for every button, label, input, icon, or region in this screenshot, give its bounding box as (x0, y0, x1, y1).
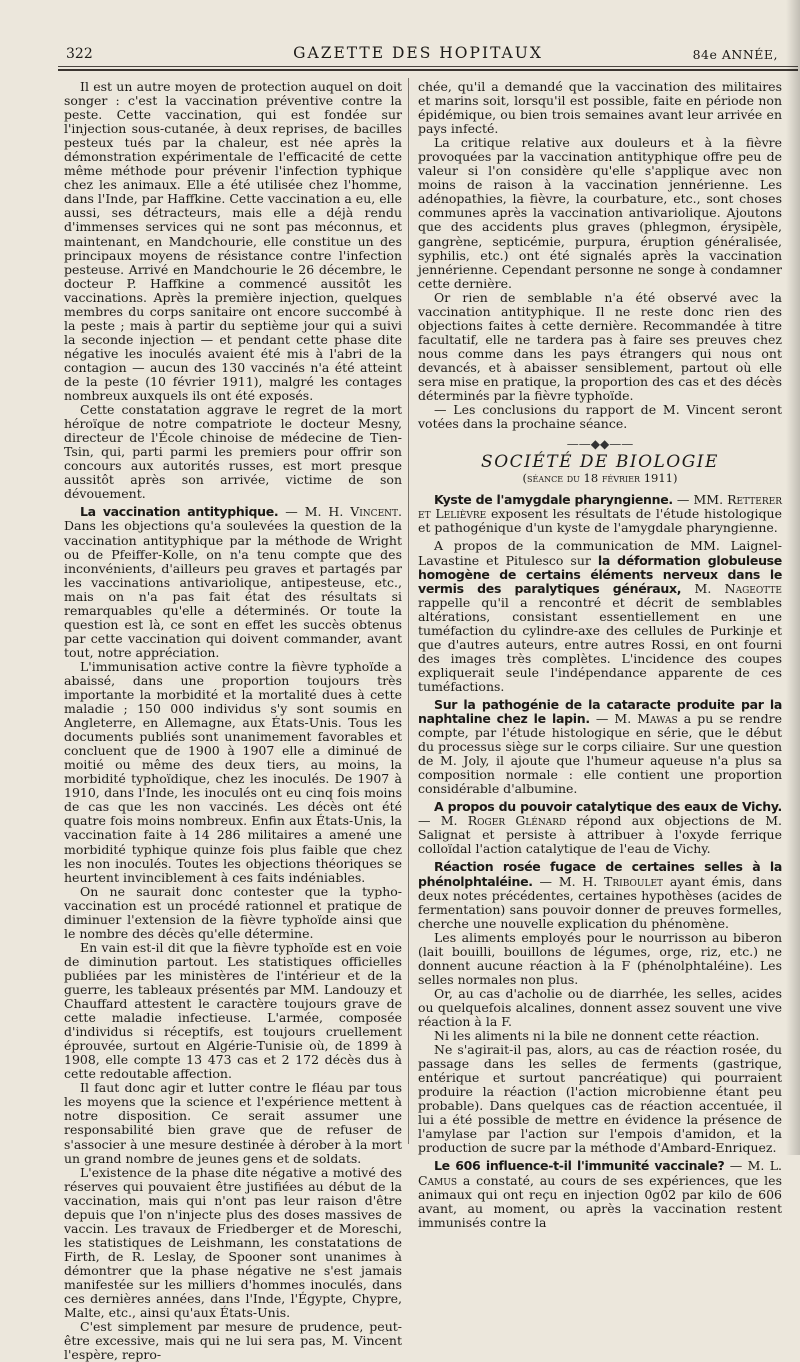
paragraph: — Les conclusions du rapport de M. Vincent seront votées dans la prochaine séance. (418, 402, 782, 432)
scan-shadow-edge (786, 0, 800, 1155)
author-name: M. Roger Glénard (440, 813, 567, 829)
section-heading: Réaction rosée fugace de certaines selles à la phénolphtaléine. (418, 859, 782, 889)
paragraph-reaction-rosee: Réaction rosée fugace de certaines selles à la phénolphtaléine. — M. H. Triboulet ayant émis, dans deux notes précédentes, certaines hypothèses (acides de fermentation) sans pouvoir donner de preuves formelles, cherche une nouvelle explication du phénomène. (418, 859, 783, 931)
author-name: M. Mawas (614, 711, 678, 727)
paragraph-text: a constaté, au cours de ses expériences, que les animaux qui ont reçu en injection 0g02 par kilo de 606 avant, au moment, ou après la vaccination restent immunisés contre la (418, 1172, 782, 1230)
ornament-divider: ——◆◆—— (566, 437, 634, 452)
paragraph: L'existence de la phase dite négative a motivé des réserves qui pouvaient être justifiées au début de la vaccination, mais qui n'ont pas leur raison d'être depuis que l'on n'injecte plus des doses massives de vaccin. Les travaux de Friedberger et de Moreschi, les statistiques de Leishmann, les constatations de Firth, de R. Leslay, de Spooner sont unanimes à démontrer que la phase négative ne s'est jamais manifestée sur les milliers d'hommes inoculés, dans ces dernières années, dans l'Inde, l'Égypte, Chypre, Malte, etc., ainsi qu'aux États-Unis. (64, 1164, 402, 1321)
section-heading: Sur la pathogénie de la cataracte produite par la naphtaline chez le lapin. (418, 696, 782, 727)
page-number: 322 (66, 46, 93, 62)
section-heading: Kyste de l'amygdale pharyngienne. (434, 492, 673, 508)
section-heading: Le 606 influence-t-il l'immunité vaccinale? (434, 1158, 725, 1174)
column-divider (408, 78, 409, 1144)
volume-year: 84e ANNÉE, (692, 47, 778, 62)
paragraph: On ne saurait donc contester que la typho-vaccination est un procédé rationnel et pratique de diminuer l'extension de la fièvre typhoïde ainsi que le nombre des décès qu'elle détermine. (64, 883, 402, 941)
paragraph: En vain est-il dit que la fièvre typhoïde est en voie de diminution partout. Les statistiques officielles publiées par les ministères de l'intérieur et de la guerre, les tableaux présentés par MM. Landouzy et Chauffard attestent le caractère toujours grave de cette maladie infectieuse. L'armée, composée d'individus si réceptifs, est toujours cruellement éprouvée, surtout en Algérie-Tunisie où, de 1899 à 1908, elle compte 13 473 cas et 2 172 décès dus à cette redoutable affection. (64, 939, 402, 1082)
paragraph: Ne s'agirait-il pas, alors, au cas de réaction rosée, du passage dans les selles de ferments (gastrique, entérique et surtout pancréatique) qui pourraient produire la réaction (l'action microbienne étant peu probable). Dans quelques cas de réaction accentuée, il lui a été possible de mettre en évidence la présence de l'amylase par l'action sur l'empois d'amidon, et la production de sucre par la méthode d'Ambard-Enriquez. (418, 1042, 782, 1156)
paragraph-text: exposent les résultats de l'étude histologique et pathogénique d'un kyste de l'amygdale pharyngienne. (418, 506, 782, 536)
author-name: M. L. Camus (418, 1158, 782, 1188)
left-column (64, 80, 402, 1362)
paragraph: Cette constatation aggrave le regret de la mort héroïque de notre compatriote le docteur Mesny, directeur de l'École chinoise de médecine de Tien-Tsin, qui, parti parmi les premiers pour offrir son concours aux autorités russes, est mort presque aussitôt après son arrivée, victime de son dévouement. (64, 402, 402, 502)
paragraph-text: A propos de la communication de MM. Laignel-Lavastine et Pitulesco sur (418, 538, 782, 568)
section-subtitle: (séance du 18 février 1911) (522, 471, 678, 486)
paragraph-cataracte: Sur la pathogénie de la cataracte produite par la naphtaline chez le lapin. — M. Mawas a pu se rendre compte, par l'étude histologique en série, que le début du processus siège sur le corps ciliaire. Sur une question de M. Joly, il ajoute que l'humeur aqueuse n'a plus sa composition normale : elle contient une proportion considérable d'albumine. (418, 696, 782, 797)
paragraph-606: Le 606 influence-t-il l'immunité vaccinale? — M. L. Camus a constaté, au cours de ses expériences, que les animaux qui ont reçu en injection 0g02 par kilo de 606 avant, au moment, ou après la vaccination restent immunisés contre la (418, 1158, 782, 1230)
paragraph-text: répond aux objections de M. Salignat et persiste à attribuer à l'oxyde ferrique colloïdal l'action catalytique de l'eau de Vichy. (418, 813, 782, 857)
paragraph-vaccination-antityphique: La vaccination antityphique. — M. H. Vincent. Dans les objections qu'a soulevées la question de la vaccination antityphique par la méthode de Wright ou de Pfeiffer-Kolle, on n'a tenu compte que des inconvénients, d'ailleurs peu graves et partagés par les vaccinations antivariolique, antipesteuse, etc., mais on n'a pas fait état des résultats si remarquables qu'elle a déterminés. Or toute la question est là, ce sont en effet les succès obtenus par cette vaccination qui doivent commander, avant tout, notre appréciation. (64, 504, 402, 660)
header-rule-thin (58, 66, 798, 67)
paragraph-text: rappelle qu'il a rencontré et décrit de semblables altérations, consistant essentiellement en une tuméfaction du cylindre-axe des cellules de Purkinje et que d'autres auteurs, entre autres Rossi, en ont fourni des images très complètes. L'incidence des coupes expliquerait seule l'indépendance apparente de ces tuméfactions. (418, 594, 782, 694)
paragraph: Ni les aliments ni la bile ne donnent cette réaction. (434, 1028, 760, 1044)
paragraph: Or rien de semblable n'a été observé avec la vaccination antityphique. Il ne reste donc rien des objections faites à cette dernière. Recommandée à titre facultatif, elle ne tardera pas à faire ses preuves chez nous comme dans les pays étrangers qui nous ont devancés, et à abaisser sensiblement, partout où elle sera mise en pratique, la proportion des cas et des décès déterminés par la fièvre typhoïde. (418, 289, 782, 404)
paragraph-text: ayant émis, dans deux notes précédentes, certaines hypothèses (acides de fermentation) sans pouvoir donner de preuves formelles, cherche une nouvelle explication du phénomène. (418, 873, 783, 931)
paragraph: Il faut donc agir et lutter contre le fléau par tous les moyens que la science et l'expérience mettent à notre disposition. Ce serait assumer une responsabilité bien grave que de refuser de s'associer à une mesure destinée à dérober à la mort un grand nombre de jeunes gens et de soldats. (64, 1080, 402, 1166)
paragraph: L'immunisation active contre la fièvre typhoïde a abaissé, dans une proportion toujours très importante la morbidité et la mortalité dues à cette maladie ; 150 000 individus s'y sont soumis en Angleterre, en Allemagne, aux États-Unis. Tous les documents publiés sont unanimement favorables et concluent que de 1900 à 1907 elle a diminué de moitié ou même des deux tiers, au moins, la morbidité typhoïdique, chez les inoculés. De 1907 à 1910, dans l'Inde, les inoculés ont eu cinq fois moins de cas que les non vaccinés. Les décès ont été quatre fois moins nombreux. Enfin aux États-Unis, la vaccination faite à 14 286 militaires a amené une morbidité typhique quinze fois plus faible que chez les non inoculés. Toutes les objections théoriques se heurtent invinciblement à ces faits indéniables. (64, 658, 402, 885)
paragraph-text: a pu se rendre compte, par l'étude histologique en série, que le début du processus siège sur le corps ciliaire. Sur une question de M. Joly, il ajoute que l'humeur aqueuse n'a plus sa composition normale : elle contient une proportion considérable d'albumine. (418, 711, 782, 797)
section-title: SOCIÉTÉ DE BIOLOGIE (481, 452, 719, 473)
paragraph: Il est un autre moyen de protection auquel on doit songer : c'est la vaccination préventive contre la peste. Cette vaccination, qui est fondée sur l'injection sous-cutanée, à deux reprises, de bacilles pesteux tués par la chaleur, est née après la démonstration expérimentale de l'efficacité de cette même méthode pour prévenir l'infection typhique chez les animaux. Elle a été utilisée chez l'homme, dans l'Inde, par Haffkine. Cette vaccination a eu, elle aussi, ses détracteurs, mais elle a déjà rendu d'immenses services qui ne sont pas méconnus, et maintenant, en Mandchourie, elle constitue un des principaux moyens de résistance contre l'infection pesteuse. Arrivé en Mandchourie le 26 décembre, le docteur P. Haffkine a commencé aussitôt les vaccinations. Après la première injection, quelques membres du corps sanitaire ont encore succombé à la peste ; mais à partir du septième jour qui a suivi la seconde injection — et pendant cette phase dite négative les inoculés avaient été mis à l'abri de la contagion — aucun des 130 vaccinés n'a été atteint de la peste (10 février 1911), malgré les contages nombreux auxquels ils ont été exposés. (64, 79, 402, 404)
paragraph-vichy: A propos du pouvoir catalytique des eaux de Vichy. — M. Roger Glénard répond aux objections de M. Salignat et persiste à attribuer à l'oxyde ferrique colloïdal l'action catalytique de l'eau de Vichy. (418, 799, 782, 857)
paragraph-text: Dans les objections qu'a soulevées la question de la vaccination antityphique par la méthode de Wright ou de Pfeiffer-Kolle, on n'a tenu compte que des inconvénients, d'ailleurs peu graves et partagés par les vaccinations antivariolique, antipesteuse, etc., mais on n'a pas fait état des résultats si remarquables qu'elle a déterminés. Or toute la question est là, ce sont en effet les succès obtenus par cette vaccination qui doivent commander, avant tout, notre appréciation. (64, 518, 402, 660)
page-header (58, 40, 778, 66)
paragraph: C'est simplement par mesure de prudence, peut-être excessive, mais qui ne lui sera pas, M. Vincent l'espère, repro- (64, 1319, 402, 1362)
section-heading: A propos du pouvoir catalytique des eaux de Vichy. (434, 799, 782, 815)
journal-title: GAZETTE DES HOPITAUX (293, 44, 543, 62)
author-name: M. H. Triboulet (558, 873, 664, 889)
header-rule-thick (58, 69, 798, 71)
paragraph: chée, qu'il a demandé que la vaccination des militaires et marins soit, lorsqu'il est possible, faite en période non épidémique, ou bien trois semaines avant leur arrivée en pays infecté. (418, 79, 782, 137)
author-name: M. Nageotte (694, 580, 782, 596)
paragraph: La critique relative aux douleurs et à la fièvre provoquées par la vaccination antityphique offre peu de valeur si l'on considère qu'elle s'applique avec non moins de raison à la vaccination jennérienne. Les adénopathies, la fièvre, la courbature, etc., sont choses communes après la vaccination antivariolique. Ajoutons que des accidents plus graves (phlegmon, érysipèle, gangrène, septicémie, purpura, éruption généralisée, syphilis, etc.) ont été signalés après la vaccination jennérienne. Cependant personne ne songe à condamner cette dernière. (418, 135, 782, 291)
paragraph-kyste: Kyste de l'amygdale pharyngienne. — MM. Retterer et Lelièvre exposent les résultats de l'étude histologique et pathogénique d'un kyste de l'amygdale pharyngienne. (418, 492, 782, 536)
paragraph-deformation (418, 539, 782, 694)
author-name: MM. Retterer et Lelièvre (418, 492, 782, 522)
author-name: M. H. Vincent. (304, 504, 402, 520)
paragraph: Or, au cas d'acholie ou de diarrhée, les selles, acides ou quelquefois alcalines, donnent assez souvent une vive réaction à la F. (418, 985, 782, 1029)
section-heading: La vaccination antityphique. (80, 504, 279, 520)
paragraph: Les aliments employés pour le nourrisson au biberon (lait bouilli, bouillons de légumes, orge, riz, etc.) ne donnent aucune réaction à la F (phénolphtaléine). Les selles normales non plus. (418, 929, 782, 987)
right-column (418, 80, 782, 1230)
section-heading: la déformation globuleuse homogène de certains éléments nerveux dans le vermis des paralytiques généraux, (418, 552, 782, 596)
